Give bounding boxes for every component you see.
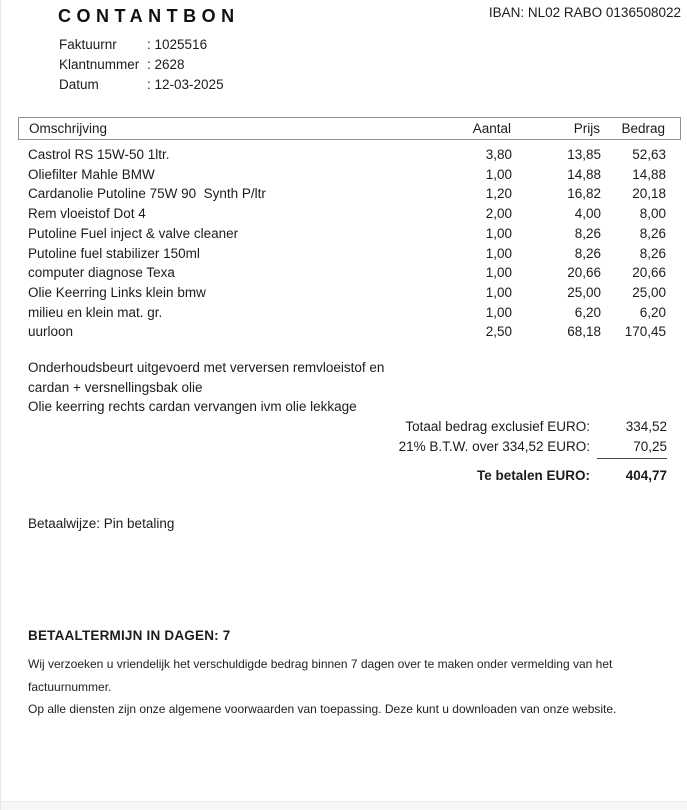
- cell-quantity: 1,00: [485, 304, 512, 320]
- cell-amount: 6,20: [639, 304, 666, 320]
- cell-description: Olie Keerring Links klein bmw: [28, 284, 206, 300]
- column-header-price: Prijs: [573, 121, 600, 136]
- cell-amount: 8,00: [639, 206, 666, 222]
- cell-description: milieu en klein mat. gr.: [28, 304, 163, 320]
- payment-method: Betaalwijze: Pin betaling: [28, 516, 175, 531]
- meta-row: [59, 55, 224, 75]
- cell-description: Oliefilter Mahle BMW: [28, 166, 155, 182]
- cell-quantity: 1,00: [485, 166, 512, 182]
- note-line: Onderhoudsbeurt uitgevoerd met verversen remvloeistof en: [28, 360, 385, 375]
- table-row: [18, 322, 681, 342]
- meta-label: Klantnummer: [59, 56, 140, 72]
- cell-amount: 170,45: [624, 324, 666, 340]
- page-bottom-edge: [1, 801, 687, 810]
- cell-amount: 20,66: [632, 265, 666, 281]
- footer-text: [28, 653, 687, 721]
- cell-amount: 14,88: [632, 166, 666, 182]
- totals-block: [357, 416, 667, 485]
- note-line: Olie keerring rechts cardan vervangen ivm olie lekkage: [28, 399, 357, 415]
- cell-amount: 52,63: [632, 147, 666, 162]
- table-row: [18, 204, 681, 224]
- cell-quantity: 1,00: [485, 265, 512, 281]
- cell-quantity: 1,20: [485, 186, 512, 202]
- cell-description: Rem vloeistof Dot 4: [28, 206, 146, 222]
- column-header-description: Omschrijving: [29, 121, 108, 136]
- cell-price: 8,26: [574, 225, 601, 241]
- meta-label: Faktuurnr: [59, 37, 117, 52]
- vat-value: 70,25: [633, 438, 667, 454]
- table-row: [18, 244, 681, 264]
- cell-amount: 25,00: [632, 284, 666, 300]
- payment-term-heading: BETAALTERMIJN IN DAGEN: 7: [28, 628, 231, 643]
- cell-description: Putoline Fuel inject & valve cleaner: [28, 225, 239, 241]
- meta-value: : 2628: [147, 55, 224, 75]
- cell-price: 16,82: [567, 186, 601, 202]
- vat-row: [357, 436, 667, 456]
- cell-description: Putoline fuel stabilizer 150ml: [28, 245, 200, 261]
- total-due-label: Te betalen EURO:: [476, 467, 590, 483]
- cell-price: 13,85: [567, 147, 601, 162]
- cell-quantity: 1,00: [485, 284, 512, 300]
- cell-quantity: 3,80: [485, 147, 512, 162]
- table-row: [18, 303, 681, 323]
- total-due-row: [357, 465, 667, 485]
- items-table-body: [18, 145, 681, 342]
- cell-quantity: 2,50: [485, 324, 512, 340]
- table-row: [18, 165, 681, 185]
- iban-text: IBAN: NL02 RABO 0136508022: [488, 5, 681, 20]
- cell-description: Cardanolie Putoline 75W 90 Synth P/ltr: [28, 186, 266, 202]
- table-row: [18, 283, 681, 303]
- cell-amount: 8,26: [639, 225, 666, 241]
- cell-price: 14,88: [567, 166, 601, 182]
- cell-price: 8,26: [574, 245, 601, 261]
- total-due-value: 404,77: [625, 467, 667, 483]
- cell-quantity: 1,00: [485, 245, 512, 261]
- invoice-meta: [59, 35, 224, 94]
- footer-line: Wij verzoeken u vriendelijk het verschuldigde bedrag binnen 7 dagen over te maken onder vermelding van het factuurnummer.: [28, 657, 613, 694]
- subtotal-row: [357, 416, 667, 436]
- footer-line: Op alle diensten zijn onze algemene voorwaarden van toepassing. Deze kunt u downloaden van onze website.: [28, 702, 617, 716]
- meta-row: [59, 75, 224, 95]
- subtotal-value: 334,52: [625, 418, 667, 434]
- meta-row: [59, 35, 224, 55]
- subtotal-label: Totaal bedrag exclusief EURO:: [405, 418, 590, 434]
- cell-amount: 20,18: [632, 186, 666, 202]
- cell-description: Castrol RS 15W-50 1ltr.: [28, 147, 170, 162]
- table-row: [18, 145, 681, 165]
- note-line: cardan + versnellingsbak olie: [28, 379, 203, 395]
- meta-label: Datum: [59, 76, 99, 92]
- cell-description: uurloon: [28, 324, 74, 340]
- cell-description: computer diagnose Texa: [28, 265, 175, 281]
- items-table-header: [18, 117, 681, 140]
- cell-quantity: 1,00: [485, 225, 512, 241]
- column-header-quantity: Aantal: [472, 121, 511, 136]
- meta-value: : 12-03-2025: [147, 75, 224, 95]
- table-row: [18, 224, 681, 244]
- meta-value: : 1025516: [147, 35, 224, 55]
- cell-price: 4,00: [574, 206, 601, 222]
- cell-price: 20,66: [567, 265, 601, 281]
- table-row: [18, 184, 681, 204]
- totals-divider: [597, 458, 667, 459]
- vat-label: 21% B.T.W. over 334,52 EURO:: [398, 438, 590, 454]
- cell-price: 25,00: [567, 284, 601, 300]
- cell-quantity: 2,00: [485, 206, 512, 222]
- cell-price: 68,18: [567, 324, 601, 340]
- cell-price: 6,20: [574, 304, 601, 320]
- work-notes: [28, 358, 384, 417]
- column-header-amount: Bedrag: [621, 121, 665, 136]
- cell-amount: 8,26: [639, 245, 666, 261]
- table-row: [18, 263, 681, 283]
- document-title: CONTANTBON: [58, 6, 240, 26]
